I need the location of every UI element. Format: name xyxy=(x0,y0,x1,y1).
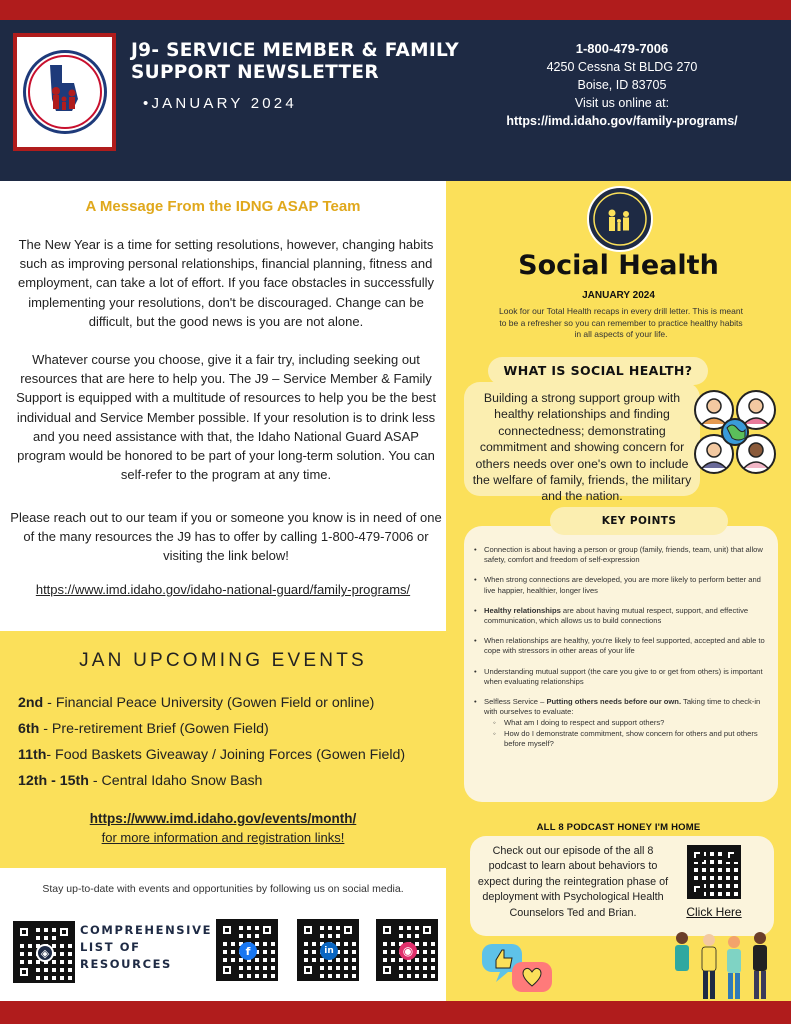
event-date: 6th xyxy=(18,721,40,737)
key-point xyxy=(474,575,770,595)
resources-qr-code[interactable] xyxy=(13,921,75,983)
message-paragraph-3: Please reach out to our team if you or someone you know is in need of one of the many resources the J9 has to offer by calling 1-800-479-7006 or visiting the link below! xyxy=(10,510,442,564)
connected-people-icon xyxy=(690,386,780,478)
podcast-people-illustration xyxy=(482,928,782,1002)
key-sub-points xyxy=(484,718,770,749)
podcast-qr-code[interactable] xyxy=(687,845,741,899)
qr-finder xyxy=(690,882,704,896)
events-list xyxy=(18,690,443,794)
facebook-qr-code[interactable] xyxy=(216,919,278,981)
event-item xyxy=(18,690,443,716)
instagram-qr-code[interactable] xyxy=(376,919,438,981)
social-health-title: Social Health xyxy=(518,250,719,281)
qr-finder xyxy=(379,922,395,938)
qr-finder xyxy=(340,922,356,938)
top-red-bar xyxy=(0,0,791,20)
key-sub-point: ◦ What am I doing to respect and support others? xyxy=(484,718,770,728)
key-point xyxy=(474,545,770,565)
people-figures xyxy=(675,932,767,999)
social-health-date: JANUARY 2024 xyxy=(582,290,655,301)
social-health-logo xyxy=(587,186,653,252)
key-points-list xyxy=(474,545,770,759)
podcast-text: Check out our episode of the all 8 podcast to learn about behaviors to expect during the reintegration phase of deployment with Psychological Health Counselors Ted and Brian. xyxy=(477,845,669,919)
logo-frame xyxy=(13,33,116,151)
qr-finder xyxy=(690,848,704,862)
key-point-text: Connection is about having a person or group (family, friends, team, unit) that allow safety, comfort and freedom of self-expression xyxy=(484,545,763,565)
key-point-bold: Healthy relationships xyxy=(484,605,561,615)
qr-finder xyxy=(56,924,72,940)
qr-finder xyxy=(16,924,32,940)
qr-finder xyxy=(724,848,738,862)
key-point-text: Taking time to check-in with ourselves to evaluate: xyxy=(484,697,761,717)
event-text: - Financial Peace University (Gowen Field or online) xyxy=(43,695,375,711)
qr-finder xyxy=(16,964,32,980)
bottom-red-bar xyxy=(0,1001,791,1024)
guard-logo xyxy=(23,50,107,134)
event-date: 2nd xyxy=(18,695,44,711)
qr-finder xyxy=(300,962,316,978)
message-paragraph-1: The New Year is a time for setting resolutions, however, changing habits such as improving personal relationships, financial planning, fitness and employment, can take a lot of effort. If you face obstacles in successfully implementing your resolutions, don't be discouraged. Change can be difficult, but the good news is you are not alone. xyxy=(18,237,434,329)
key-point xyxy=(474,667,770,687)
key-point-text: are about having mutual respect, support, and effective communication, which allows us to build connections xyxy=(484,605,749,626)
qr-finder xyxy=(259,922,275,938)
family-silhouette-icon xyxy=(592,191,648,247)
key-points-heading: KEY POINTS xyxy=(550,507,728,535)
events-calendar-link[interactable]: https://www.imd.idaho.gov/events/month/ xyxy=(89,811,357,826)
instagram-icon: ◉ xyxy=(399,942,417,960)
contact-phone[interactable]: 1-800-479-7006 xyxy=(575,41,669,56)
key-point-text: Understanding mutual support (the care you give to or get from others) is important when evaluating relationships xyxy=(484,666,763,686)
contact-address-line2: Boise, ID 83705 xyxy=(577,78,667,92)
qr-finder xyxy=(219,922,235,938)
qr-finder xyxy=(300,922,316,938)
key-point-text: When relationships are healthy, you're likely to feel supported, accepted and able to cope with stressors in other areas of your life xyxy=(484,636,765,656)
event-date: 12th - 15th xyxy=(18,773,89,789)
key-point xyxy=(474,636,770,656)
event-text: - Central Idaho Snow Bash xyxy=(88,773,263,789)
events-title: JAN UPCOMING EVENTS xyxy=(79,650,367,671)
family-programs-link[interactable]: https://www.imd.idaho.gov/idaho-national-guard/family-programs/ xyxy=(35,582,411,597)
event-text: - Food Baskets Giveaway / Joining Forces (Gowen Field) xyxy=(46,747,406,763)
key-point-bold: Putting others needs before our own. xyxy=(546,697,682,707)
key-point-text: When strong connections are developed, you are more likely to perform better and live happier, healthier, longer lives xyxy=(484,575,761,595)
newsletter-header xyxy=(0,20,791,181)
message-paragraph-2: Whatever course you choose, give it a fair try, including seeking out resources that are here to help you. The J9 – Service Member & Family Support is equipped with a multitude of resources to help you be the best individual and Service Member possible. If your resolution is to drink less and you need assistance with that, the Idaho National Guard ASAP program would be honored to be part of your long-term solution. You can self-refer to the program at any time. xyxy=(16,352,436,483)
social-health-intro: Look for our Total Health recaps in every drill letter. This is meant to be a refresher so you can remember to practice healthy habits in all aspects of your life. xyxy=(499,306,743,339)
key-point xyxy=(474,697,770,749)
what-is-text: Building a strong support group with healthy relationships and finding connectedness; demonstrating commitment and showing concern for others needs over one's own to include the welfare of family, friends, the military and the nation. xyxy=(472,391,692,504)
event-item xyxy=(18,768,443,794)
newsletter-date: •JANUARY 2024 xyxy=(143,95,297,112)
contact-block xyxy=(462,40,782,130)
resources-label: COMPREHENSIVE LIST OF RESOURCES xyxy=(80,923,213,971)
event-text: - Pre-retirement Brief (Gowen Field) xyxy=(39,721,269,737)
event-item xyxy=(18,742,443,768)
event-date: 11th xyxy=(18,747,47,763)
newsletter-title: J9- SERVICE MEMBER & FAMILY SUPPORT NEWSLETTER xyxy=(131,40,459,83)
what-is-heading: WHAT IS SOCIAL HEALTH? xyxy=(488,357,708,385)
facebook-icon: f xyxy=(239,942,257,960)
key-point-text: Selfless Service – xyxy=(484,697,547,707)
contact-visit-label: Visit us online at: xyxy=(574,96,670,110)
events-link-block xyxy=(0,809,446,847)
social-media-note: Stay up-to-date with events and opportunities by following us on social media. xyxy=(42,883,404,895)
qr-finder xyxy=(419,922,435,938)
contact-address-line1: 4250 Cessna St BLDG 270 xyxy=(546,60,698,74)
linkedin-icon: in xyxy=(320,942,338,960)
event-item xyxy=(18,716,443,742)
key-point xyxy=(474,606,770,626)
contact-website-link[interactable]: https://imd.idaho.gov/family-programs/ xyxy=(506,114,738,128)
qr-finder xyxy=(379,962,395,978)
key-sub-point: ◦ How do I demonstrate commitment, show concern for others and put others before myself? xyxy=(484,729,770,749)
qr-finder xyxy=(219,962,235,978)
podcast-title: ALL 8 PODCAST HONEY I'M HOME xyxy=(536,822,701,833)
linkedin-qr-code[interactable] xyxy=(297,919,359,981)
shield-icon: ◈ xyxy=(36,944,54,962)
family-silhouette-icon xyxy=(26,53,104,131)
events-link-note[interactable]: for more information and registration links! xyxy=(101,830,345,845)
message-title: A Message From the IDNG ASAP Team xyxy=(85,198,361,215)
podcast-click-here-link[interactable]: Click Here xyxy=(686,905,742,919)
